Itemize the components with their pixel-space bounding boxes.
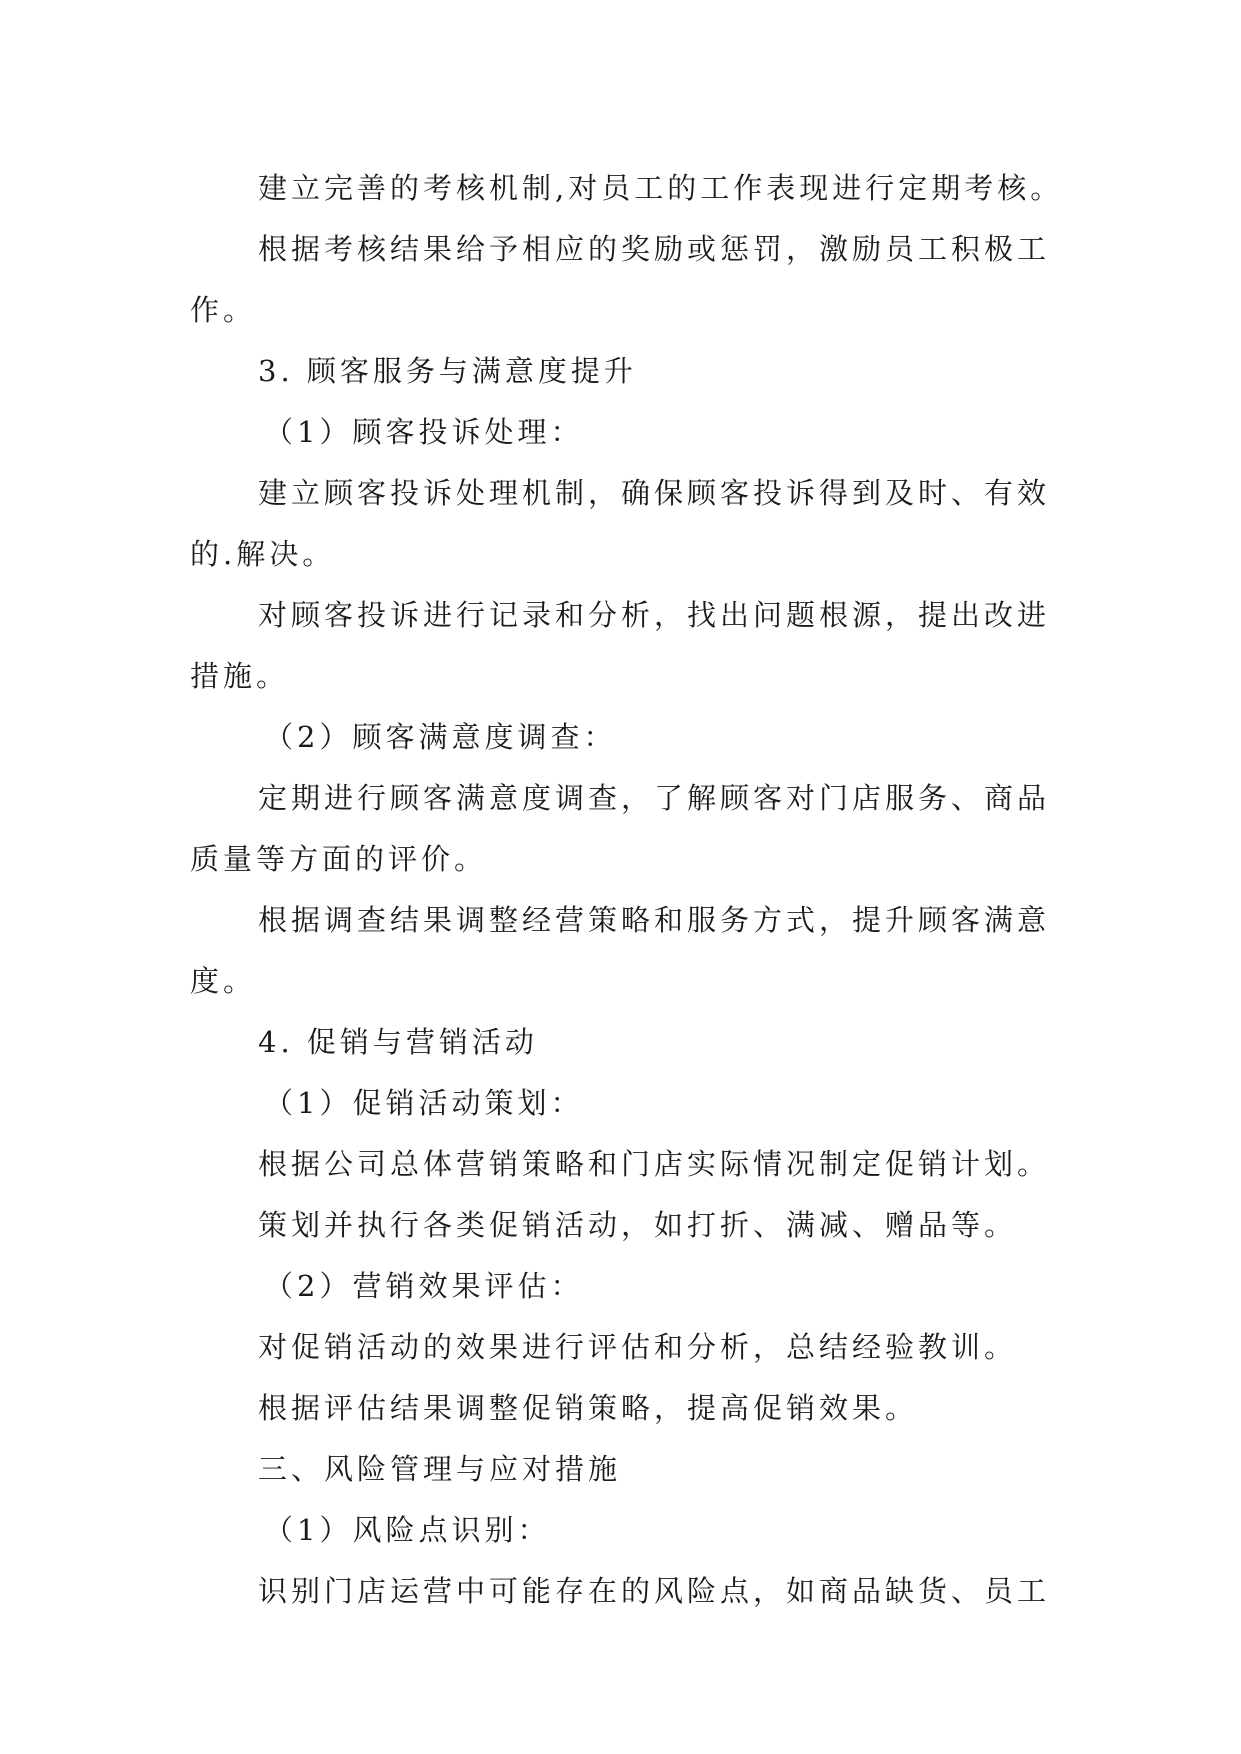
paragraph-line: 对顾客投诉进行记录和分析，找出问题根源，提出改进 [258,598,1051,632]
paragraph-line: 作。 [190,293,257,327]
paragraph-line: 措施。 [190,659,290,693]
paragraph-line: 建立顾客投诉处理机制，确保顾客投诉得到及时、有效 [258,476,1051,510]
subsection-heading: （1）促销活动策划： [264,1086,584,1120]
paragraph-line: 根据调查结果调整经营策略和服务方式，提升顾客满意 [258,903,1051,937]
paragraph-line: 定期进行顾客满意度调查，了解顾客对门店服务、商品 [258,781,1051,815]
paragraph-line: 根据评估结果调整促销策略，提高促销效果。 [258,1391,919,1425]
paragraph-line: 度。 [190,964,257,998]
subsection-heading: （1）顾客投诉处理： [264,415,584,449]
section-heading: 3. 顾客服务与满意度提升 [258,354,637,388]
section-heading: 4. 促销与营销活动 [258,1025,538,1059]
paragraph-line: 根据考核结果给予相应的奖励或惩罚，激励员工积极工 [258,232,1051,266]
subsection-heading: （2）顾客满意度调查： [264,720,617,754]
subsection-heading: （1）风险点识别： [264,1513,551,1547]
paragraph-line: 策划并执行各类促销活动，如打折、满减、赠品等。 [258,1208,1018,1242]
paragraph-line: 对促销活动的效果进行评估和分析，总结经验教训。 [258,1330,1018,1364]
paragraph-line: 质量等方面的评价。 [190,842,488,876]
subsection-heading: （2）营销效果评估： [264,1269,584,1303]
paragraph-line: 根据公司总体营销策略和门店实际情况制定促销计划。 [258,1147,1051,1181]
paragraph-line: 识别门店运营中可能存在的风险点，如商品缺货、员工 [258,1574,1051,1608]
paragraph-line: 建立完善的考核机制,对员工的工作表现进行定期考核。 [258,171,1064,205]
chapter-heading: 三、风险管理与应对措施 [258,1452,622,1486]
paragraph-line: 的.解决。 [190,537,336,571]
